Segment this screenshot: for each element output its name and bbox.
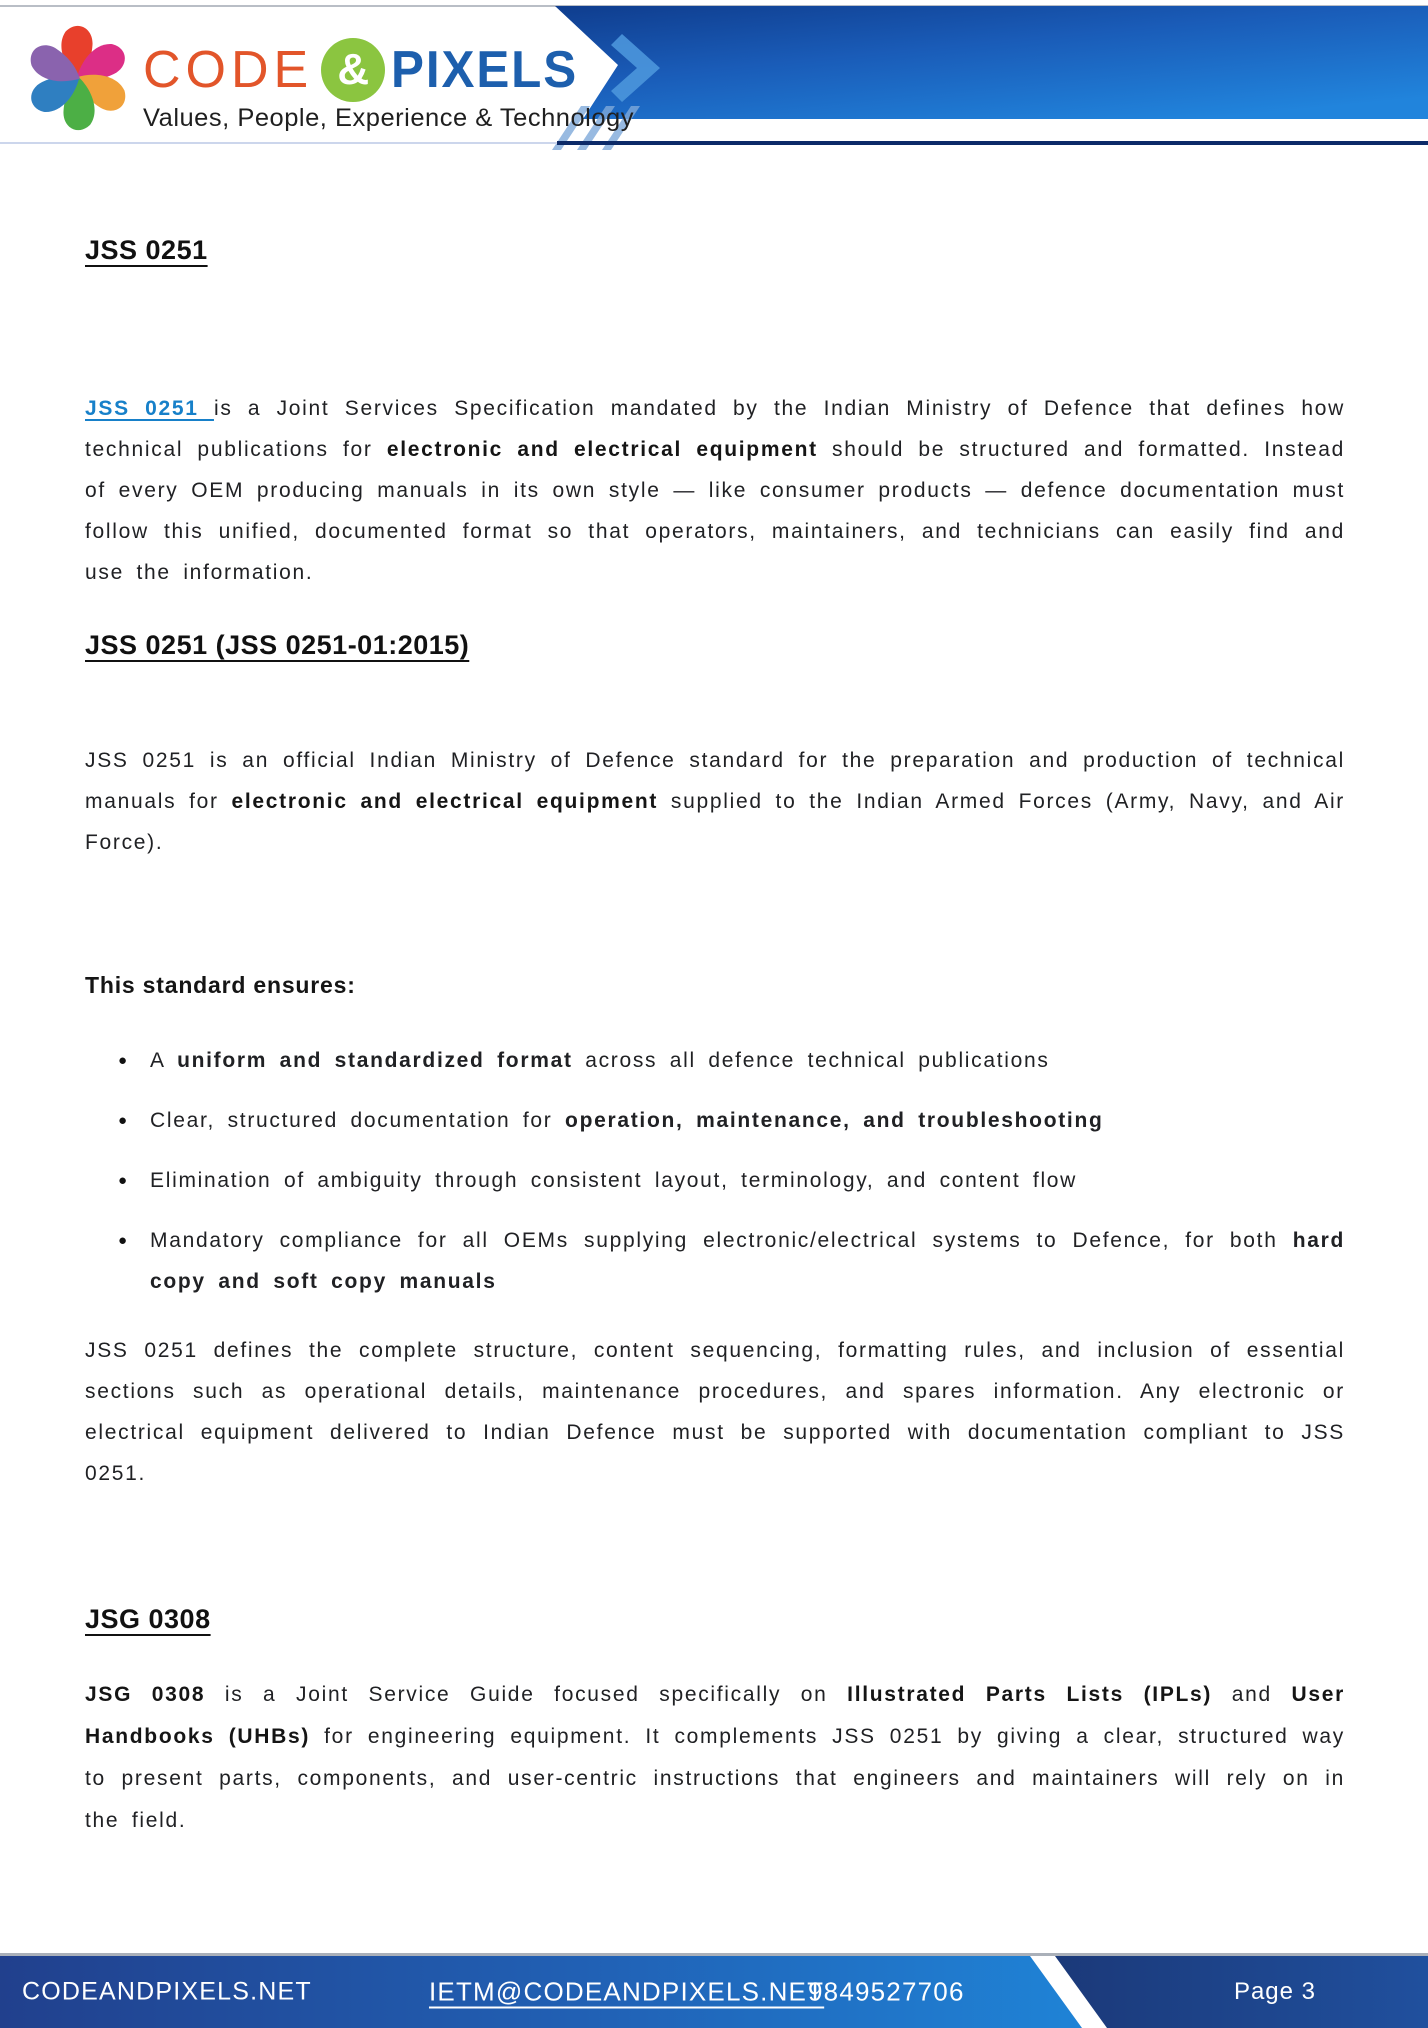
paragraph-text: is a Joint Service Guide focused specifically on <box>205 1682 848 1706</box>
logo-code-text: CODE <box>143 41 314 99</box>
heading-jss-0251-spec: JSS 0251 (JSS 0251-01:2015) <box>85 630 470 661</box>
link-jss-0251[interactable]: JSS 0251 <box>85 397 214 421</box>
bold-text: uniform and standardized format <box>177 1048 573 1072</box>
logo-tagline: Values, People, Experience & Technology <box>143 104 635 132</box>
footer-top-rule <box>0 1953 1428 1956</box>
bullet-icon: ● <box>118 1111 129 1129</box>
header-navy-rule <box>557 141 1428 145</box>
heading-standard-ensures: This standard ensures: <box>85 972 356 999</box>
heading-jsg-0308: JSG 0308 <box>85 1603 211 1634</box>
logo-pixels-text: PIXELS <box>391 41 579 99</box>
logo-ampersand-badge <box>321 38 385 102</box>
header-blue-band <box>555 6 1428 119</box>
bold-text: hard copy and soft copy manuals <box>150 1228 1345 1293</box>
bold-text: electronic and electrical equipment <box>231 790 659 814</box>
paragraph-jss-intro <box>85 388 1345 593</box>
footer-email-link[interactable]: IETM@CODEANDPIXELS.NET <box>429 1976 825 2007</box>
footer-page-number: Page 3 <box>1233 1978 1317 2005</box>
paragraph-text: for engineering equipment. It complements JSS 0251 by giving a clear, structured way to present parts, components, and user-centric instructions that engineers and maintainers will rely on in the field. <box>85 1724 1345 1832</box>
paragraph-jsg-intro <box>85 1674 1345 1842</box>
list-item <box>85 1100 1345 1141</box>
header-logo <box>0 0 635 150</box>
paragraph-text: supplied to the Indian Armed Forces (Army, Navy, and Air Force). <box>85 790 1345 855</box>
document-body <box>85 150 1345 1842</box>
paragraph-jss-defines: JSS 0251 defines the complete structure, content sequencing, formatting rules, and inclusion of essential sections such as operational details, maintenance procedures, and spares information. Any electronic or electrical equipment delivered to Indian Defence must be supported with documentation compliant to JSS 0251. <box>85 1338 1345 1485</box>
bold-text: User Handbooks (UHBs) <box>85 1682 1345 1748</box>
paragraph-text: should be structured and formatted. Instead of every OEM producing manuals in its own style — like consumer products — defence documentation must follow this unified, documented format so that operators, maintainers, and technicians can easily find and use the information. <box>85 438 1345 585</box>
bullet-icon: ● <box>118 1231 129 1249</box>
list-item-text: Mandatory compliance for all OEMs supplying electronic/electrical systems to Defence, for both <box>150 1228 1293 1252</box>
bullet-icon: ● <box>118 1171 129 1189</box>
ensures-bullet-list <box>85 1040 1345 1302</box>
list-item-text: Clear, structured documentation for <box>150 1108 566 1132</box>
bullet-icon: ● <box>118 1051 129 1069</box>
bold-text: electronic and electrical equipment <box>386 438 818 462</box>
list-item-text: across all defence technical publications <box>572 1048 1050 1072</box>
list-item <box>85 1220 1345 1302</box>
list-item <box>85 1160 1345 1201</box>
bold-text: operation, maintenance, and troubleshooting <box>565 1108 1104 1132</box>
paragraph-jss-standard <box>85 740 1345 863</box>
paragraph-text: is a Joint Services Specification mandated by the Indian Ministry of Defence that defines how technical publications for <box>85 397 1345 462</box>
list-item-text: A <box>150 1048 178 1072</box>
bold-text: Illustrated Parts Lists (IPLs) <box>847 1682 1213 1706</box>
footer-phone: 9849527706 <box>808 1976 965 2007</box>
bold-text: JSG 0308 <box>85 1682 206 1706</box>
footer-website: CODEANDPIXELS.NET <box>22 1977 312 2006</box>
footer-bar <box>0 1953 1428 2028</box>
heading-jss-0251: JSS 0251 <box>85 235 208 265</box>
pinwheel-logo-icon <box>20 20 136 140</box>
paragraph-text: JSS 0251 is an official Indian Ministry of Defence standard for the preparation and production of technical manuals for <box>85 749 1345 814</box>
list-item <box>85 1040 1345 1081</box>
list-item-text: Elimination of ambiguity through consistent layout, terminology, and content flow <box>150 1168 1078 1192</box>
paragraph-text: and <box>1212 1682 1292 1706</box>
logo-ampersand: & <box>337 45 370 94</box>
